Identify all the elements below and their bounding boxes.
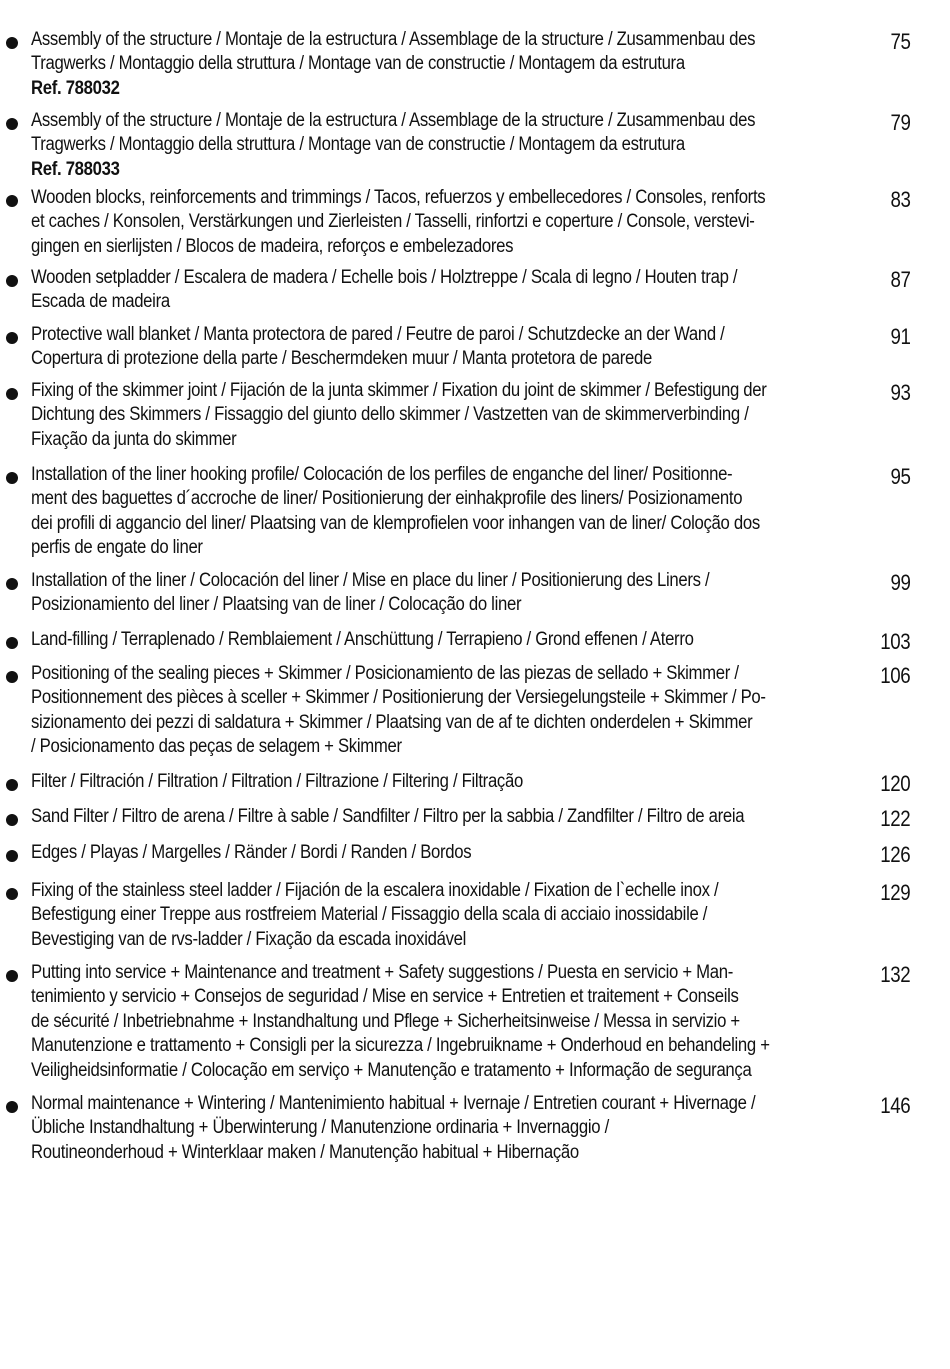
toc-entry-title	[31, 379, 876, 452]
toc-entry-title	[31, 1092, 876, 1165]
toc-entry-title	[31, 569, 876, 618]
bullet-icon	[6, 578, 18, 590]
toc-entry-page-number: 146	[880, 1093, 910, 1118]
bullet-icon	[6, 332, 18, 344]
toc-entry-line: Putting into service + Maintenance and treatment + Safety suggestions / Puesta en servicio + Man-	[31, 962, 734, 983]
toc-entry-line: Dichtung des Skimmers / Fissaggio del giunto dello skimmer / Vastzetten van de skimmerverbinding /	[31, 404, 749, 426]
toc-entry-line: Land-filling / Terraplenado / Remblaiement / Anschüttung / Terrapieno / Grond effenen / Aterro	[31, 629, 694, 650]
toc-entry-title	[31, 961, 876, 1083]
toc-entry-line: Copertura di protezione della parte / Beschermdeken muur / Manta protetora de parede	[31, 348, 653, 370]
bullet-icon	[6, 275, 18, 287]
toc-entry-line: Escada de madeira	[31, 291, 170, 313]
toc-entry-page-number: 75	[890, 29, 910, 54]
toc-entry-line: / Posicionamento das peças de selagem + Skimmer	[31, 736, 402, 758]
bullet-icon	[6, 888, 18, 900]
toc-entry-line: Tragwerks / Montaggio della struttura / Montage van de constructie / Montagem da estrutura	[31, 134, 685, 156]
toc-entry-line: Fixing of the skimmer joint / Fijación de la junta skimmer / Fixation du joint de skimmer / Befestigung der	[31, 380, 767, 401]
bullet-icon	[6, 814, 18, 826]
toc-entry-line: Assembly of the structure / Montaje de la estructura / Assemblage de la structure / Zusammenbau des	[31, 29, 756, 50]
toc-entry-line: Fixação da junta do skimmer	[31, 428, 237, 450]
toc-entry-line: Übliche Instandhaltung + Überwinterung / Manutenzione ordinaria + Invernaggio /	[31, 1117, 609, 1139]
bullet-icon	[6, 388, 18, 400]
toc-entry-line: Normal maintenance + Wintering / Mantenimiento habitual + Ivernaje / Entretien courant + Hivernage /	[31, 1093, 756, 1114]
toc-entry-line: Edges / Playas / Margelles / Ränder / Bordi / Randen / Bordos	[31, 842, 472, 863]
bullet-icon	[6, 850, 18, 862]
toc-entry-line: Befestigung einer Treppe aus rostfreiem Material / Fissaggio della scala di acciaio inossidabile /	[31, 904, 708, 926]
toc-entry-line: Veiligheidsinformatie / Colocação em serviço + Manutenção e tratamento + Informação de segurança	[31, 1059, 752, 1081]
toc-entry-title	[31, 109, 876, 182]
toc-entry-line: Installation of the liner hooking profile/ Colocación de los perfiles de enganche del liner/ Positionne-	[31, 464, 733, 485]
toc-entry-page-number: 106	[880, 663, 910, 688]
toc-entry-page-number: 120	[880, 771, 910, 796]
toc-entry-page-number: 99	[890, 570, 910, 595]
toc-entry-line: de sécurité / Inbetriebnahme + Instandhaltung und Pflege + Sicherheitsinweise / Messa in servizio +	[31, 1010, 740, 1032]
toc-entry-line: Routineonderhoud + Winterklaar maken / Manutenção habitual + Hibernação	[31, 1141, 579, 1163]
bullet-icon	[6, 970, 18, 982]
toc-entry-page-number: 132	[880, 962, 910, 987]
toc-entry-line: Bevestiging van de rvs-ladder / Fixação da escada inoxidável	[31, 928, 467, 950]
toc-entry-title	[31, 628, 876, 652]
toc-entry-page-number: 126	[880, 842, 910, 867]
bullet-icon	[6, 195, 18, 207]
toc-entry-line: Manutenzione e trattamento + Consigli per la sicurezza / Ingebruikname + Onderhoud en behandeling +	[31, 1035, 770, 1057]
toc-entry-title	[31, 266, 876, 315]
toc-entry-title	[31, 463, 876, 561]
toc-entry-title	[31, 841, 876, 865]
toc-entry-ref: Ref. 788032	[31, 77, 120, 99]
toc-entry-line: et caches / Konsolen, Verstärkungen und Zierleisten / Tasselli, rinfortzi e coperture / Console, verstevi-	[31, 211, 755, 233]
toc-entry-line: ment des baguettes d´accroche de liner/ Positionierung der einhakprofile des liners/ Posizionamento	[31, 488, 743, 510]
bullet-icon	[6, 118, 18, 130]
toc-entry-page-number: 93	[890, 380, 910, 405]
toc-entry-page-number: 91	[890, 324, 910, 349]
toc-entry-page-number: 95	[890, 464, 910, 489]
toc-entry-line: Sand Filter / Filtro de arena / Filtre à sable / Sandfilter / Filtro per la sabbia / Zandfilter / Filtro de areia	[31, 806, 745, 827]
toc-entry-title	[31, 770, 876, 794]
toc-entry-page-number: 79	[890, 110, 910, 135]
toc-entry-line: Installation of the liner / Colocación del liner / Mise en place du liner / Positionierung des Liners /	[31, 570, 710, 591]
toc-entry-line: sizionamento dei pezzi di saldatura + Skimmer / Plaatsing van de af te dichten onderdelen + Skimmer	[31, 711, 753, 733]
toc-entry-title	[31, 805, 876, 829]
toc-entry-page-number: 122	[880, 806, 910, 831]
bullet-icon	[6, 637, 18, 649]
bullet-icon	[6, 779, 18, 791]
toc-entry-line: Positioning of the sealing pieces + Skimmer / Posicionamiento de las piezas de sellado + Skimmer /	[31, 663, 739, 684]
toc-entry-ref: Ref. 788033	[31, 158, 120, 180]
toc-entry-title	[31, 879, 876, 952]
toc-entry-page-number: 87	[890, 267, 910, 292]
toc-entry-title	[31, 662, 876, 760]
toc-entry-line: Posizionamiento del liner / Plaatsing van de liner / Colocação do liner	[31, 594, 522, 616]
toc-entry-line: gingen en sierlijsten / Blocos de madeira, reforços e embelezadores	[31, 235, 514, 257]
toc-entry-line: Assembly of the structure / Montaje de la estructura / Assemblage de la structure / Zusammenbau des	[31, 110, 756, 131]
bullet-icon	[6, 671, 18, 683]
bullet-icon	[6, 472, 18, 484]
toc-entry-line: Filter / Filtración / Filtration / Filtration / Filtrazione / Filtering / Filtração	[31, 771, 523, 792]
toc-entry-line: tenimiento y servicio + Consejos de seguridad / Mise en service + Entretien et traitement + Conseils	[31, 986, 739, 1008]
toc-entry-line: perfis de engate do liner	[31, 537, 203, 559]
toc-entry-title	[31, 186, 876, 259]
toc-entry-line: Tragwerks / Montaggio della struttura / Montage van de constructie / Montagem da estrutura	[31, 53, 685, 75]
toc-entry-line: Wooden blocks, reinforcements and trimmings / Tacos, refuerzos y embellecedores / Consoles, renforts	[31, 187, 766, 208]
toc-entry-page-number: 129	[880, 880, 910, 905]
bullet-icon	[6, 37, 18, 49]
toc-entry-line: Fixing of the stainless steel ladder / Fijación de la escalera inoxidable / Fixation de l`echelle inox /	[31, 880, 719, 901]
toc-entry-page-number: 83	[890, 187, 910, 212]
toc-entry-title	[31, 28, 876, 101]
toc-entry-line: Positionnement des pièces à sceller + Skimmer / Positionierung der Versiegelungsteile + Skimmer / Po-	[31, 687, 766, 709]
toc-entry-page-number: 103	[880, 629, 910, 654]
bullet-icon	[6, 1101, 18, 1113]
toc-entry-line: Wooden setpladder / Escalera de madera / Echelle bois / Holztreppe / Scala di legno / Houten trap /	[31, 267, 738, 288]
toc-entry-line: Protective wall blanket / Manta protectora de pared / Feutre de paroi / Schutzdecke an der Wand /	[31, 324, 725, 345]
toc-entry-line: dei profili di aggancio del liner/ Plaatsing van de klemprofielen voor inhangen van de liner/ Coloção dos	[31, 512, 760, 534]
toc-entry-title	[31, 323, 876, 372]
